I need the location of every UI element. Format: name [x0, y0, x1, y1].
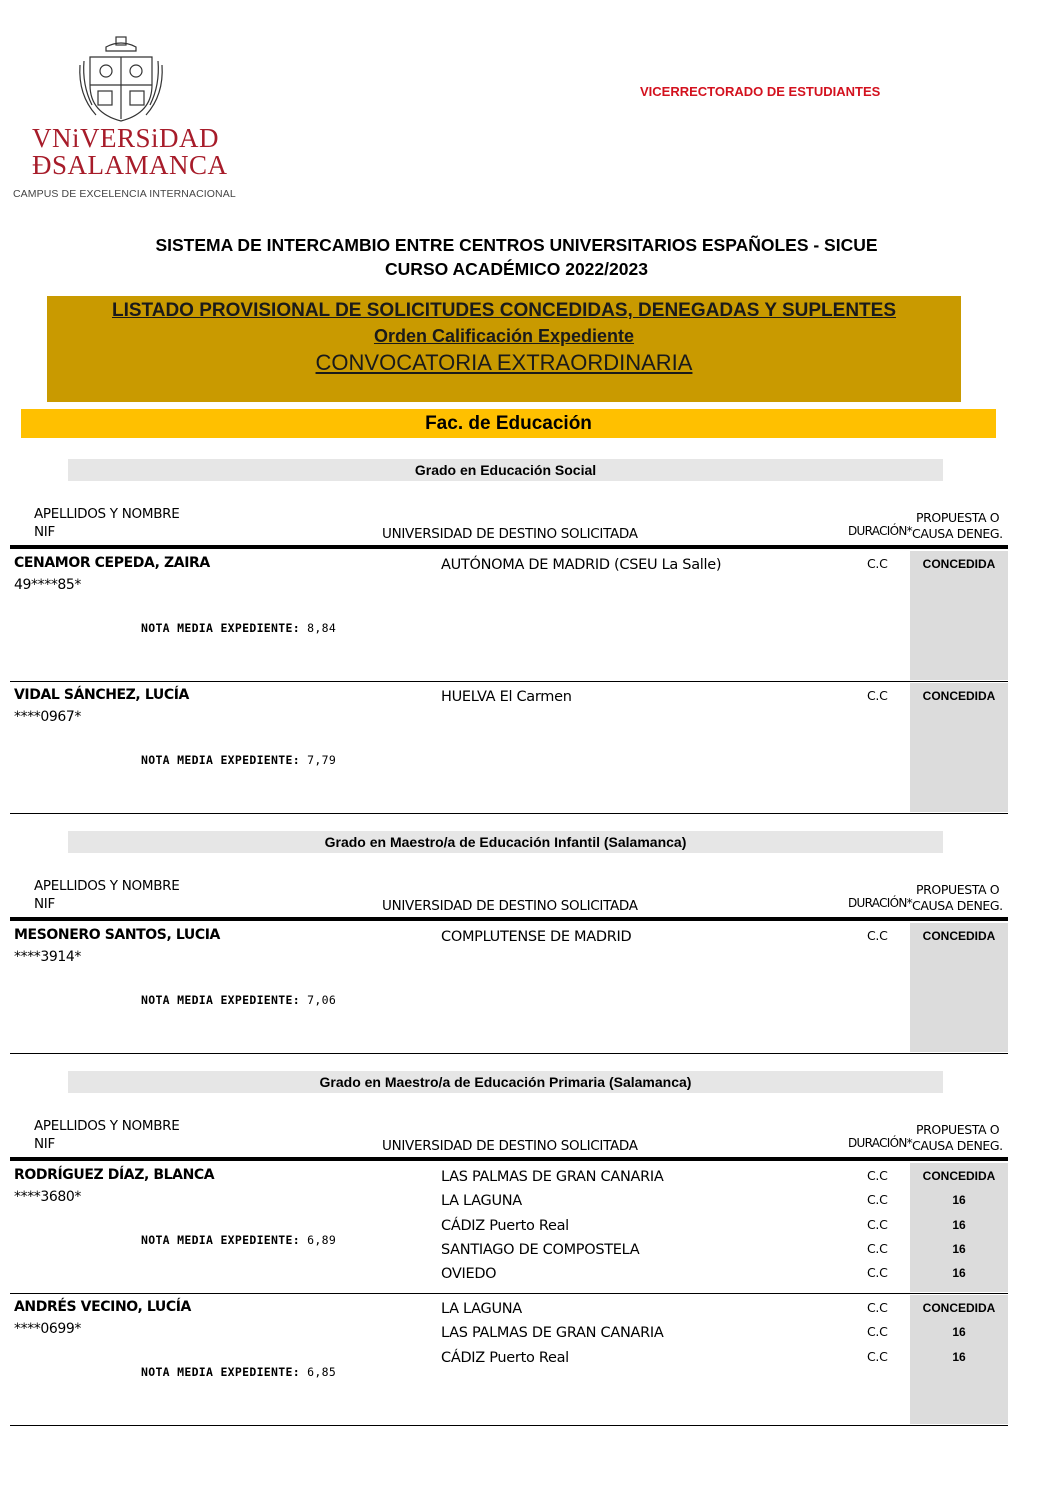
academic-year: CURSO ACADÉMICO 2022/2023	[385, 259, 648, 279]
average-grade-label: NOTA MEDIA EXPEDIENTE:	[141, 621, 300, 635]
destination-duration: C.C	[867, 1240, 888, 1256]
average-grade-label: NOTA MEDIA EXPEDIENTE:	[141, 1233, 300, 1247]
col-university-label: UNIVERSIDAD DE DESTINO SOLICITADA	[382, 898, 638, 914]
average-grade-value: 7,79	[299, 753, 337, 767]
destination-row	[0, 1301, 1058, 1325]
destination-duration: C.C	[867, 1300, 888, 1315]
destination-university: LA LAGUNA	[441, 1301, 522, 1317]
destination-duration: C.C	[867, 688, 888, 703]
student-row	[0, 921, 1058, 1052]
destination-proposal: CONCEDIDA	[922, 1169, 996, 1183]
col-university-label: UNIVERSIDAD DE DESTINO SOLICITADA	[382, 526, 638, 542]
destination-row	[0, 1193, 1058, 1217]
student-nif: 49****85*	[14, 577, 82, 593]
average-grade-label: NOTA MEDIA EXPEDIENTE:	[141, 753, 300, 767]
average-grade-value: 6,85	[299, 1365, 337, 1379]
col-duration-label: DURACIÓN*	[848, 524, 912, 538]
destination-university: LAS PALMAS DE GRAN CANARIA	[441, 1169, 664, 1185]
destination-duration: C.C	[867, 1265, 888, 1281]
col-name-label: APELLIDOS Y NOMBRE	[34, 506, 180, 522]
average-grade	[141, 993, 336, 1007]
destination-university: LAS PALMAS DE GRAN CANARIA	[441, 1325, 664, 1342]
average-grade-value: 7,06	[299, 993, 337, 1007]
destination-row	[0, 1266, 1058, 1290]
col-name-label: APELLIDOS Y NOMBRE	[34, 1118, 180, 1134]
col-proposal-label: PROPUESTA O	[916, 510, 1000, 525]
destination-university: COMPLUTENSE DE MADRID	[441, 929, 632, 945]
destination-row	[0, 1169, 1058, 1193]
logo-text-line2: ÐSALAMANCA	[32, 150, 228, 180]
destination-university: AUTÓNOMA DE MADRID (CSEU La Salle)	[441, 557, 722, 573]
degree-title: Grado en Maestro/a de Educación Primaria (Salamanca)	[68, 1071, 943, 1093]
col-proposal-label-2: CAUSA DENEG.	[912, 898, 1003, 913]
student-row	[0, 1161, 1058, 1292]
university-logo	[10, 35, 236, 205]
destination-university: HUELVA El Carmen	[441, 689, 572, 705]
destination-proposal: CONCEDIDA	[922, 557, 996, 571]
col-nif-label: NIF	[34, 524, 55, 540]
student-name: ANDRÉS VECINO, LUCÍA	[14, 1299, 191, 1315]
col-proposal-label-2: CAUSA DENEG.	[912, 526, 1003, 541]
col-proposal-label: PROPUESTA O	[916, 1122, 1000, 1137]
destination-row	[0, 1325, 1058, 1349]
destination-proposal: 16	[952, 1349, 966, 1364]
col-proposal-label: PROPUESTA O	[916, 882, 1000, 897]
banner-order: Orden Calificación Expediente	[373, 326, 635, 346]
col-duration-label: DURACIÓN*	[848, 1136, 912, 1150]
student-nif: ****3914*	[14, 949, 82, 965]
logo-text-line1: VNiVERSiDAD	[32, 123, 220, 153]
banner-call: CONVOCATORIA EXTRAORDINARIA	[315, 350, 693, 375]
destination-proposal: 16	[952, 1266, 966, 1281]
destination-duration: C.C	[867, 928, 888, 943]
destination-row	[0, 929, 1058, 953]
average-grade-label: NOTA MEDIA EXPEDIENTE:	[141, 993, 300, 1007]
student-row	[0, 1293, 1058, 1424]
degree-title: Grado en Educación Social	[68, 459, 943, 481]
student-name: CENAMOR CEPEDA, ZAIRA	[14, 555, 210, 571]
col-name-label: APELLIDOS Y NOMBRE	[34, 878, 180, 894]
destination-proposal: 16	[952, 1193, 966, 1208]
student-nif: ****0699*	[14, 1321, 82, 1337]
average-grade	[141, 753, 336, 767]
student-row	[0, 681, 1058, 812]
average-grade-value: 8,84	[299, 621, 337, 635]
destination-university: LA LAGUNA	[441, 1193, 522, 1210]
degree-title: Grado en Maestro/a de Educación Infantil (Salamanca)	[68, 831, 943, 853]
destination-proposal: CONCEDIDA	[922, 1301, 996, 1315]
destination-duration: C.C	[867, 1324, 888, 1340]
destination-proposal: CONCEDIDA	[922, 929, 996, 943]
row-divider	[10, 813, 1008, 814]
col-duration-label: DURACIÓN*	[848, 896, 912, 910]
destination-row	[0, 1218, 1058, 1242]
destination-proposal: CONCEDIDA	[922, 689, 996, 703]
destination-university: CÁDIZ Puerto Real	[441, 1349, 569, 1366]
document-title: SISTEMA DE INTERCAMBIO ENTRE CENTROS UNIVERSITARIOS ESPAÑOLES - SICUE	[155, 235, 878, 255]
destination-row	[0, 689, 1058, 713]
student-nif: ****0967*	[14, 709, 82, 725]
destination-duration: C.C	[867, 1216, 888, 1232]
destination-duration: C.C	[867, 556, 888, 571]
destination-row	[0, 1350, 1058, 1374]
col-nif-label: NIF	[34, 896, 55, 912]
col-nif-label: NIF	[34, 1136, 55, 1152]
destination-university: CÁDIZ Puerto Real	[441, 1217, 569, 1234]
destination-row	[0, 1242, 1058, 1266]
student-nif: ****3680*	[14, 1189, 82, 1205]
row-divider	[10, 1425, 1008, 1426]
student-name: MESONERO SANTOS, LUCIA	[14, 927, 220, 943]
col-university-label: UNIVERSIDAD DE DESTINO SOLICITADA	[382, 1138, 638, 1154]
destination-duration: C.C	[867, 1168, 888, 1183]
faculty-header: Fac. de Educación	[21, 409, 996, 438]
destination-university: OVIEDO	[441, 1266, 497, 1283]
col-proposal-label-2: CAUSA DENEG.	[912, 1138, 1003, 1153]
university-seal-icon	[76, 35, 166, 123]
list-banner	[47, 296, 961, 402]
destination-duration: C.C	[867, 1192, 888, 1208]
student-name: VIDAL SÁNCHEZ, LUCÍA	[14, 687, 189, 703]
average-grade-label: NOTA MEDIA EXPEDIENTE:	[141, 1365, 300, 1379]
destination-duration: C.C	[867, 1348, 888, 1364]
destination-university: SANTIAGO DE COMPOSTELA	[441, 1241, 640, 1258]
destination-row	[0, 557, 1058, 581]
average-grade	[141, 621, 336, 635]
row-divider	[10, 1053, 1008, 1054]
destination-proposal: 16	[952, 1325, 966, 1340]
vicerrectorado-label: VICERRECTORADO DE ESTUDIANTES	[640, 84, 881, 99]
banner-title: LISTADO PROVISIONAL DE SOLICITUDES CONCEDIDAS, DENEGADAS Y SUPLENTES	[111, 300, 897, 321]
student-row	[0, 549, 1058, 680]
average-grade-value: 6,89	[299, 1233, 337, 1247]
destination-proposal: 16	[952, 1217, 966, 1232]
logo-tagline: CAMPUS DE EXCELENCIA INTERNACIONAL	[13, 188, 236, 200]
student-name: RODRÍGUEZ DÍAZ, BLANCA	[14, 1167, 215, 1183]
destination-proposal: 16	[952, 1241, 966, 1256]
